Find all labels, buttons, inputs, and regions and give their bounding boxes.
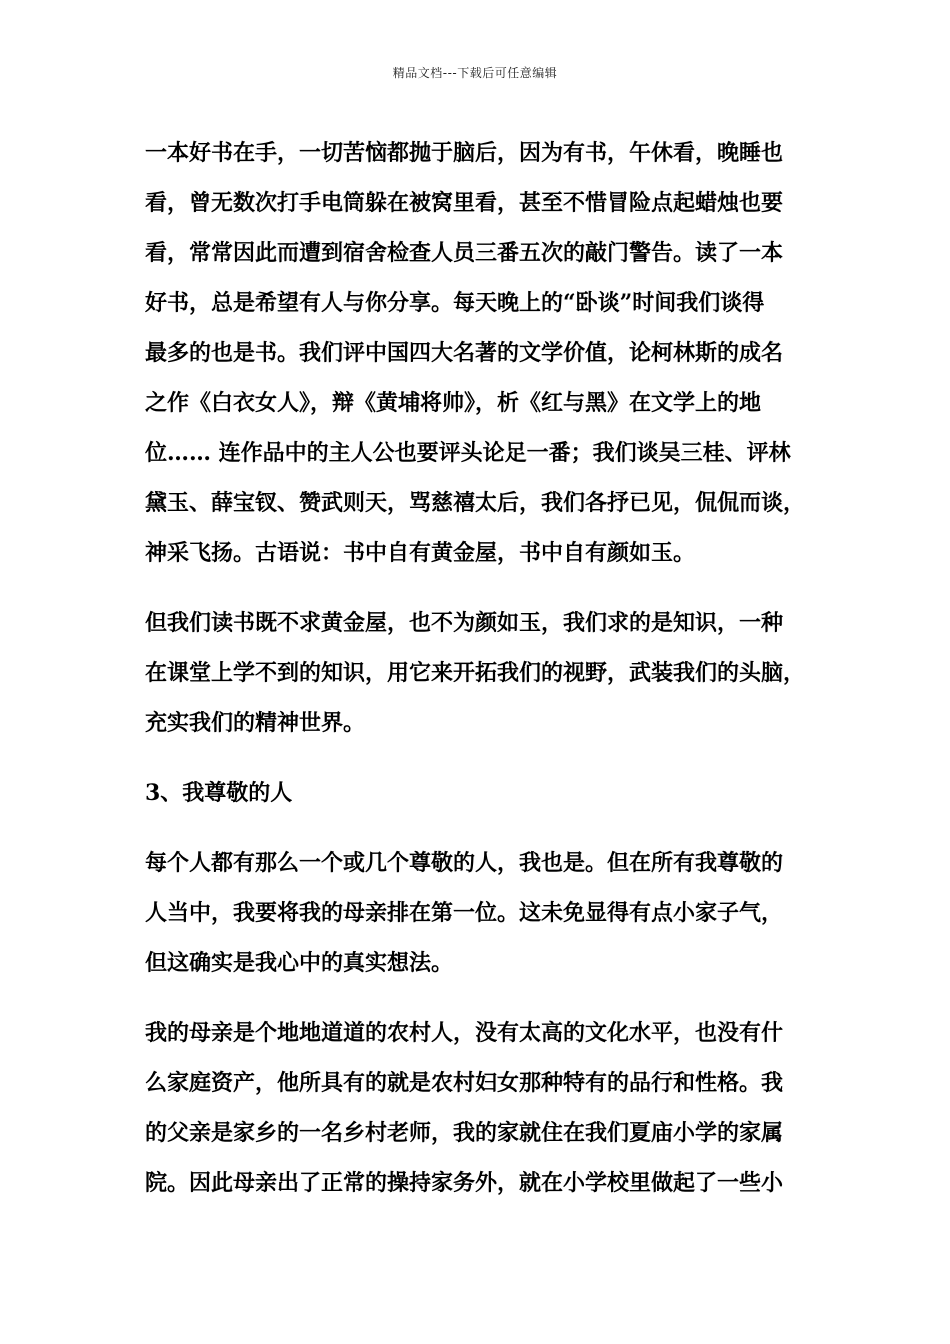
text-line: 位…… 连作品中的主人公也要评头论足一番；我们谈吴三桂、评林	[145, 440, 791, 466]
section-title: 3、我尊敬的人	[145, 780, 293, 806]
paragraph-knowledge	[145, 598, 805, 748]
paragraph-gap	[145, 818, 805, 838]
text-line: 每个人都有那么一个或几个尊敬的人，我也是。但在所有我尊敬的	[145, 850, 784, 876]
text-line: 我的母亲是个地地道道的农村人，没有太高的文化水平，也没有什	[145, 1020, 784, 1046]
text-line: 黛玉、薛宝钗、赞武则天，骂慈禧太后，我们各抒已见，侃侃而谈，	[145, 490, 806, 516]
section-heading	[145, 768, 805, 818]
document-body	[145, 128, 805, 1208]
paragraph-respected-person	[145, 838, 805, 988]
text-line: 在课堂上学不到的知识，用它来开拓我们的视野，武装我们的头脑，	[145, 660, 806, 686]
paragraph-gap	[145, 988, 805, 1008]
text-line: 一本好书在手，一切苦恼都抛于脑后，因为有书，午休看，晚睡也	[145, 140, 784, 166]
text-line: 充实我们的精神世界。	[145, 710, 366, 736]
paragraph-gap	[145, 578, 805, 598]
page-header: 精品文档---下载后可任意编辑	[392, 66, 558, 80]
text-line: 最多的也是书。我们评中国四大名著的文学价值，论柯林斯的成名	[145, 340, 784, 366]
text-line: 看，曾无数次打手电筒躲在被窝里看，甚至不惜冒险点起蜡烛也要	[145, 190, 784, 216]
text-line: 好书，总是希望有人与你分享。每天晚上的“卧谈”时间我们谈得	[145, 290, 765, 316]
paragraph-reading-books	[145, 128, 805, 578]
text-line: 但这确实是我心中的真实想法。	[145, 950, 454, 976]
text-line: 院。因此母亲出了正常的操持家务外，就在小学校里做起了一些小	[145, 1170, 784, 1196]
paragraph-gap	[145, 748, 805, 768]
text-line: 神采飞扬。古语说：书中自有黄金屋，书中自有颜如玉。	[145, 540, 696, 566]
text-line: 么家庭资产，他所具有的就是农村妇女那种特有的品行和性格。我	[145, 1070, 784, 1096]
text-line: 看，常常因此而遭到宿舍检查人员三番五次的敲门警告。读了一本	[145, 240, 784, 266]
paragraph-mother	[145, 1008, 805, 1208]
text-line: 的父亲是家乡的一名乡村老师，我的家就住在我们夏庙小学的家属	[145, 1120, 784, 1146]
text-line: 之作《白衣女人》，辩《黄埔将帅》，析《红与黑》在文学上的地	[145, 390, 762, 416]
text-line: 人当中，我要将我的母亲排在第一位。这未免显得有点小家子气，	[145, 900, 784, 926]
text-line: 但我们读书既不求黄金屋，也不为颜如玉，我们求的是知识，一种	[145, 610, 784, 636]
